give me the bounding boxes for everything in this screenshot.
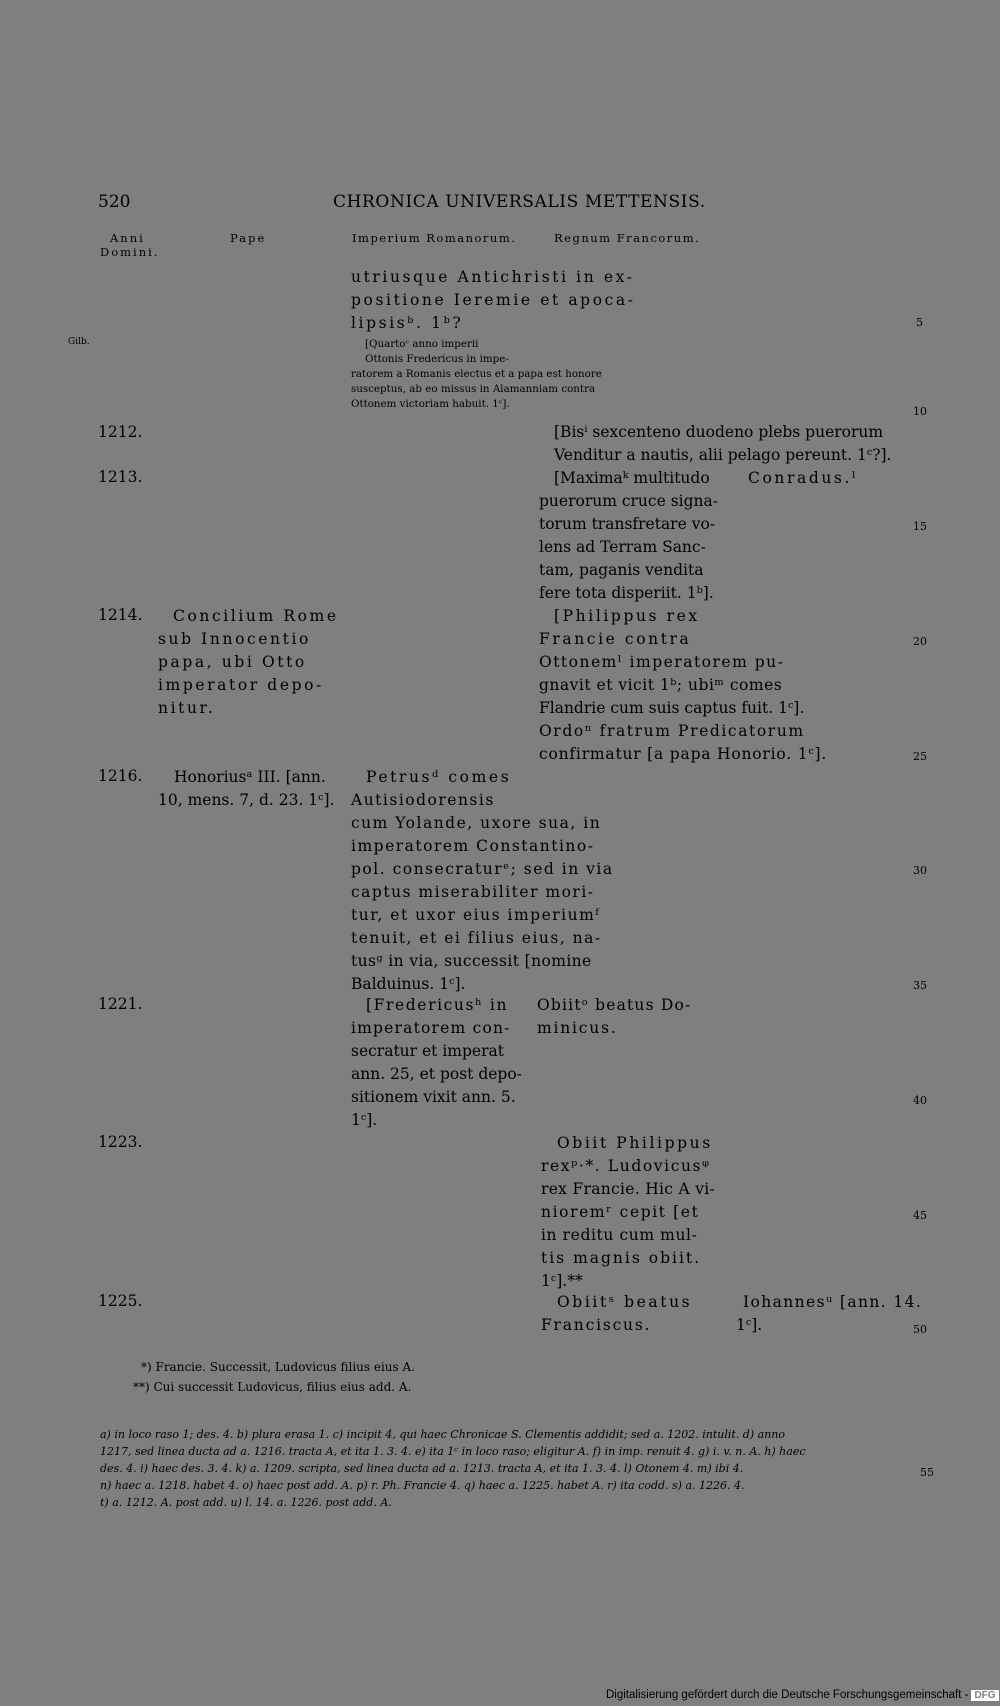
small-insertion-cont bbox=[351, 367, 602, 412]
entry-1223-regnum bbox=[557, 1132, 713, 1155]
entry-1221-imperium-cont bbox=[351, 1017, 522, 1132]
text-line: Balduinus. 1ᶜ]. bbox=[351, 975, 466, 993]
year-1221: 1221. bbox=[98, 995, 143, 1013]
entry-1216-imperium bbox=[366, 766, 511, 789]
text-line: Ottonemˡ imperatorem pu- bbox=[539, 653, 785, 671]
text-line: imperatorem con- bbox=[351, 1019, 511, 1037]
footnote-line: des. 4. i) haec des. 3. 4. k) a. 1209. scripta, sed linea ducta ad a. 1213. tracta A, et ita 1. 3. 4. l) Otonem 4. m) ibi 4. bbox=[100, 1462, 744, 1475]
footer-text: Digitalisierung gefördert durch die Deutsche Forschungsgemeinschaft - bbox=[606, 1689, 969, 1701]
text-line: fere tota disperiit. 1ᵇ]. bbox=[539, 584, 714, 602]
text-line: tis magnis obiit. bbox=[541, 1249, 702, 1267]
text-line: imperatorem Constantino- bbox=[351, 837, 595, 855]
entry-1223-regnum-cont bbox=[541, 1155, 715, 1293]
entry-1216-pape bbox=[174, 766, 326, 789]
line-number: 35 bbox=[913, 979, 927, 992]
text-line: rexᵖ·*. Ludovicusᵠ bbox=[541, 1157, 711, 1175]
footnotes bbox=[100, 1426, 806, 1511]
text-line: Francie contra bbox=[539, 630, 692, 648]
line-number: 10 bbox=[913, 405, 927, 418]
text-line: Concilium Rome bbox=[173, 607, 339, 625]
text-line: Ottonem victoriam habuit. 1ᶜ]. bbox=[351, 398, 510, 410]
column-header-regnum: Regnum Francorum. bbox=[554, 231, 701, 245]
text-line: positione Ieremie et apoca- bbox=[351, 291, 636, 309]
text-line: tenuit, et ei filius eius, na- bbox=[351, 929, 602, 947]
entry-1221-imperium bbox=[366, 994, 508, 1017]
text-line: Obiit Philippus bbox=[557, 1134, 713, 1152]
text-line: Obiitᵒ beatus Do- bbox=[537, 996, 692, 1014]
entry-1225-regnum-cont bbox=[541, 1314, 651, 1337]
small-insertion bbox=[365, 337, 509, 367]
line-number: 25 bbox=[913, 750, 927, 763]
text-line: in reditu cum mul- bbox=[541, 1226, 698, 1244]
text-line: minicus. bbox=[537, 1019, 618, 1037]
year-1213: 1213. bbox=[98, 468, 143, 486]
entry-1212 bbox=[554, 421, 891, 467]
line-number: 55 bbox=[920, 1466, 934, 1479]
text-line: ann. 25, et post depo- bbox=[351, 1065, 522, 1083]
text-line: Ordoⁿ fratrum Predicatorum bbox=[539, 722, 805, 740]
text-line: 10, mens. 7, d. 23. 1ᶜ]. bbox=[158, 791, 335, 809]
footnote-line: a) in loco raso 1; des. 4. b) plura erasa 1. c) incipit 4, qui haec Chronicae S. Clementis addidit; sed a. 1202. intulit. d) anno bbox=[100, 1428, 785, 1441]
text-line: Franciscus. bbox=[541, 1316, 652, 1334]
text-line: 1ᶜ]. bbox=[351, 1111, 378, 1129]
text-line: captus miserabiliter mori- bbox=[351, 883, 595, 901]
text-line: Ottonis Fredericus in impe- bbox=[365, 353, 509, 365]
text-line: Honoriusᵃ III. [ann. bbox=[174, 768, 326, 786]
year-1225: 1225. bbox=[98, 1292, 143, 1310]
line-number: 45 bbox=[913, 1209, 927, 1222]
text-line: susceptus, ab eo missus in Alamanniam contra bbox=[351, 383, 596, 395]
year-1214: 1214. bbox=[98, 606, 143, 624]
star-note-2: **) Cui successit Ludovicus, filius eius add. A. bbox=[133, 1380, 412, 1394]
entry-1214-regnum-cont bbox=[539, 628, 827, 766]
text-line: puerorum cruce signa- bbox=[539, 492, 718, 510]
line-number: 50 bbox=[913, 1323, 927, 1336]
text-line: imperator depo- bbox=[158, 676, 324, 694]
text-line: Venditur a nautis, alii pelago pereunt. 1ᶜ?]. bbox=[554, 446, 892, 464]
text-line: lens ad Terram Sanc- bbox=[539, 538, 706, 556]
text-line: Obiitˢ beatus bbox=[557, 1293, 693, 1311]
text-line: torum transfretare vo- bbox=[539, 515, 716, 533]
text-line: [Bisⁱ sexcenteno duodeno plebs puerorum bbox=[554, 423, 884, 441]
star-note-1: *) Francie. Successit, Ludovicus filius eius A. bbox=[141, 1360, 415, 1374]
text-line: [Philippus rex bbox=[554, 607, 700, 625]
year-1212: 1212. bbox=[98, 423, 143, 441]
text-line: 1ᶜ]. bbox=[736, 1316, 763, 1334]
text-line: tur, et uxor eius imperiumᶠ bbox=[351, 906, 601, 924]
text-line: gnavit et vicit 1ᵇ; ubiᵐ comes bbox=[539, 676, 783, 694]
text-line: pol. consecraturᵉ; sed in via bbox=[351, 860, 614, 878]
entry-1213-regnum bbox=[554, 467, 710, 490]
text-line: lipsisᵇ. 1ᵇ? bbox=[351, 314, 464, 332]
entry-1214-regnum bbox=[554, 605, 700, 628]
entry-1225-right-cont bbox=[736, 1314, 762, 1337]
column-header-imperium: Imperium Romanorum. bbox=[352, 231, 517, 245]
line-number: 20 bbox=[913, 635, 927, 648]
footnote-line: n) haec a. 1218. habet 4. o) haec post add. A. p) r. Ph. Francie 4. q) haec a. 1225. habet A. r) ita codd. s) a. 1226. 4. bbox=[100, 1479, 745, 1492]
text-line: [Fredericusʰ in bbox=[366, 996, 509, 1014]
text-line: [Maximaᵏ multitudo bbox=[554, 469, 710, 487]
text-line: sitionem vixit ann. 5. bbox=[351, 1088, 516, 1106]
entry-1221-regnum bbox=[537, 994, 692, 1040]
entry-1213-regnum-cont bbox=[539, 490, 718, 605]
year-1223: 1223. bbox=[98, 1133, 143, 1151]
text-line: cum Yolande, uxore sua, in bbox=[351, 814, 602, 832]
column-header-pape: Pape bbox=[230, 231, 267, 245]
entry-1214-pape-cont bbox=[158, 628, 324, 720]
entry-1213-conradus: Conradus.ˡ bbox=[748, 469, 859, 487]
entry-1225-regnum bbox=[557, 1291, 692, 1314]
page-title: CHRONICA UNIVERSALIS METTENSIS. bbox=[333, 192, 706, 212]
entry-1216-imperium-cont bbox=[351, 789, 614, 996]
digitization-footer bbox=[606, 1689, 999, 1701]
text-line: rex Francie. Hic A vi- bbox=[541, 1180, 716, 1198]
text-line: 1ᶜ].** bbox=[541, 1272, 583, 1290]
text-line: Autisiodorensis bbox=[351, 791, 495, 809]
text-line: confirmatur [a papa Honorio. 1ᶜ]. bbox=[539, 745, 828, 763]
entry-1214-pape bbox=[173, 605, 339, 628]
line-number: 40 bbox=[913, 1094, 927, 1107]
text-line: utriusque Antichristi in ex- bbox=[351, 268, 635, 286]
page-number: 520 bbox=[98, 192, 131, 212]
imperium-top-text bbox=[351, 266, 636, 335]
dfg-logo: DFG bbox=[971, 1690, 998, 1701]
line-number: 5 bbox=[916, 316, 923, 329]
line-number: 15 bbox=[913, 520, 927, 533]
margin-note: Gilb. bbox=[68, 337, 90, 347]
text-line: ratorem a Romanis electus et a papa est honore bbox=[351, 368, 602, 380]
text-line: sub Innocentio bbox=[158, 630, 311, 648]
entry-1216-pape-cont bbox=[158, 789, 335, 812]
text-line: secratur et imperat bbox=[351, 1042, 504, 1060]
entry-1225-right bbox=[743, 1291, 922, 1314]
text-line: nioremʳ cepit [et bbox=[541, 1203, 700, 1221]
text-line: Iohannesᵘ [ann. 14. bbox=[743, 1293, 923, 1311]
column-header-anni: Anni bbox=[110, 231, 145, 245]
text-line: [Quartoᶜ anno imperii bbox=[365, 338, 479, 350]
column-header-domini: Domini. bbox=[100, 245, 160, 259]
year-1216: 1216. bbox=[98, 767, 143, 785]
text-line: papa, ubi Otto bbox=[158, 653, 307, 671]
text-line: Flandrie cum suis captus fuit. 1ᶜ]. bbox=[539, 699, 805, 717]
footnote-line: t) a. 1212. A. post add. u) l. 14. a. 1226. post add. A. bbox=[100, 1496, 392, 1509]
text-line: nitur. bbox=[158, 699, 216, 717]
text-line: tusᵍ in via, successit [nomine bbox=[351, 952, 592, 970]
text-line: Petrusᵈ comes bbox=[366, 768, 512, 786]
text-line: tam, paganis vendita bbox=[539, 561, 704, 579]
footnote-line: 1217, sed linea ducta ad a. 1216. tracta A, et ita 1. 3. 4. e) ita 1ᶜ in loco raso; eligitur A. f) in imp. renuit 4. g) i. v. n. A. h) haec bbox=[100, 1445, 806, 1458]
line-number: 30 bbox=[913, 864, 927, 877]
